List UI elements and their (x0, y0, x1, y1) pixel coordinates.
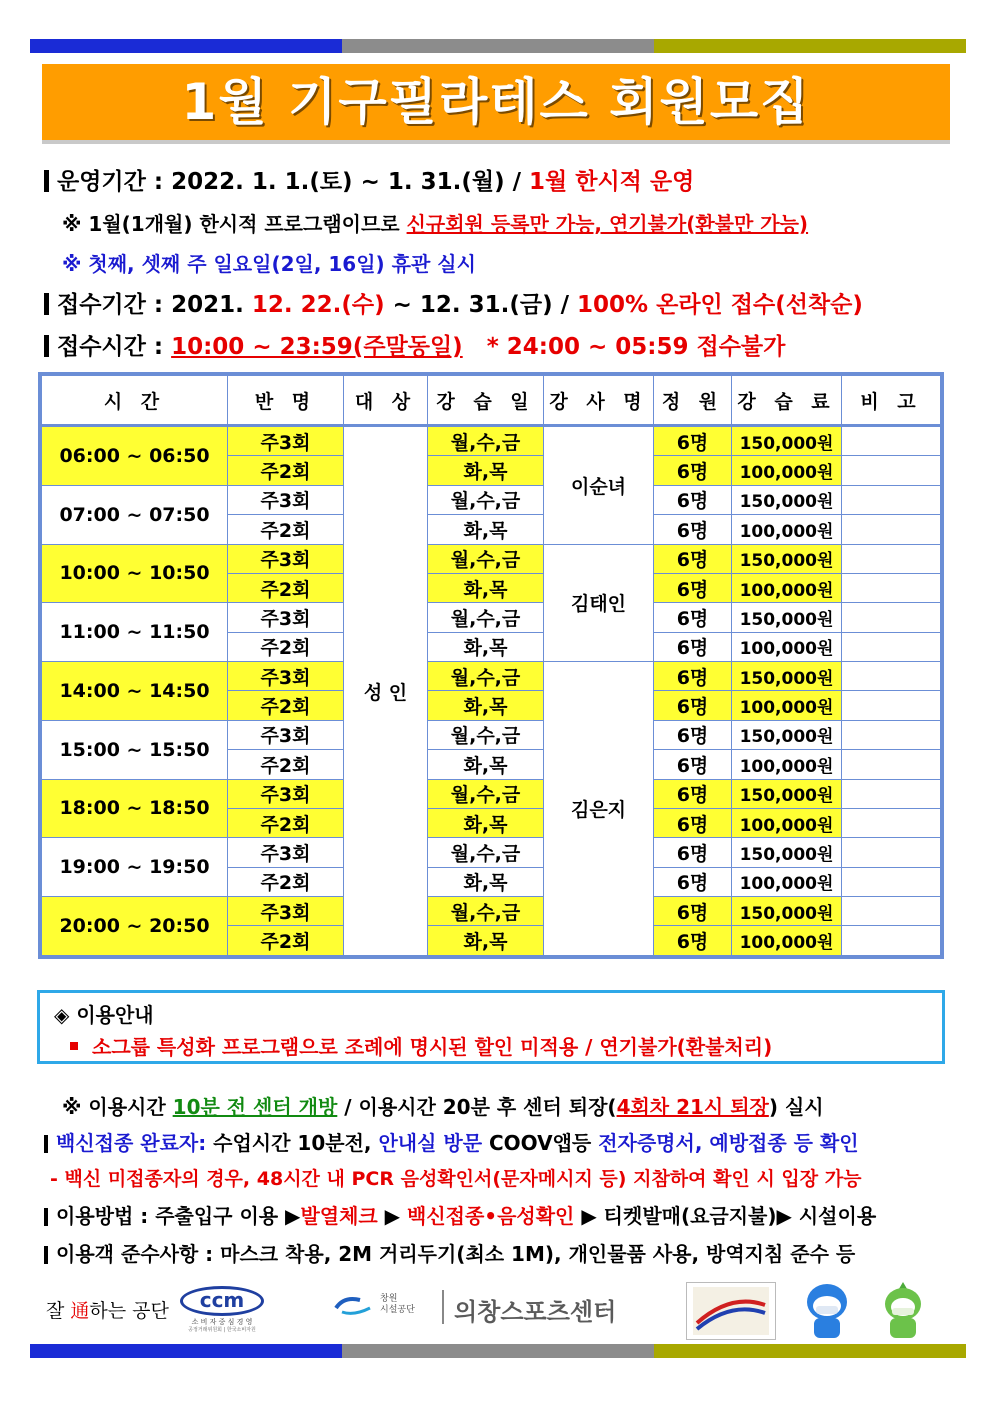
class-cell: 주2회 (228, 515, 344, 544)
page-title: 1월 기구필라테스 회원모집 (42, 64, 950, 144)
note-cell (842, 808, 941, 837)
note-cell (842, 485, 941, 514)
note-cell (842, 603, 941, 632)
fee-cell: 100,000원 (732, 808, 842, 837)
time-cell: 14:00 ~ 14:50 (42, 662, 228, 721)
note-cell (842, 897, 941, 926)
fee-cell: 100,000원 (732, 573, 842, 602)
days-cell: 월,수,금 (428, 720, 544, 749)
capacity-cell: 6명 (654, 603, 732, 632)
note-cell (842, 573, 941, 602)
days-cell: 월,수,금 (428, 662, 544, 691)
instructor-cell: 김은지 (544, 662, 654, 956)
certification-logo-icon (686, 1282, 776, 1340)
fee-cell: 150,000원 (732, 779, 842, 808)
note-limited-program: ※ 1월(1개월) 한시적 프로그램이므로 신규회원 등록만 가능, 연기불가(환불만 가능) (62, 212, 809, 236)
class-cell: 주3회 (228, 426, 344, 456)
fee-cell: 100,000원 (732, 750, 842, 779)
note-cell (842, 779, 941, 808)
class-cell: 주3회 (228, 603, 344, 632)
note-cell (842, 632, 941, 661)
days-cell: 화,목 (428, 691, 544, 720)
header-fee: 강 습 료 (732, 376, 842, 426)
mascot-green-icon (868, 1280, 938, 1340)
capacity-cell: 6명 (654, 750, 732, 779)
days-cell: 월,수,금 (428, 779, 544, 808)
days-cell: 화,목 (428, 632, 544, 661)
header-capacity: 정 원 (654, 376, 732, 426)
instructor-cell: 이순녀 (544, 426, 654, 545)
schedule-table (38, 372, 944, 959)
capacity-cell: 6명 (654, 691, 732, 720)
capacity-cell: 6명 (654, 632, 732, 661)
class-cell: 주3회 (228, 838, 344, 867)
bottom-color-bar (30, 1344, 966, 1358)
fee-cell: 150,000원 (732, 662, 842, 691)
table-row (42, 544, 941, 573)
fee-cell: 150,000원 (732, 426, 842, 456)
operation-period: 운영기간 : 2022. 1. 1.(토) ~ 1. 31.(월) / 1월 한시적 운영 (44, 163, 694, 196)
ccm-logo: ccm 소 비 자 중 심 경 영 공정거래위원회 | 한국소비자원 (176, 1284, 268, 1332)
class-cell: 주2회 (228, 456, 344, 485)
guide-heading: ◈ 이용안내 (54, 1003, 154, 1027)
table-row (42, 779, 941, 808)
class-cell: 주3회 (228, 779, 344, 808)
target-cell: 성 인 (344, 426, 428, 956)
class-cell: 주2회 (228, 632, 344, 661)
top-color-bar (30, 39, 966, 53)
note-cell (842, 691, 941, 720)
time-cell: 07:00 ~ 07:50 (42, 485, 228, 544)
fee-cell: 150,000원 (732, 838, 842, 867)
days-cell: 화,목 (428, 515, 544, 544)
center-name: 의창스포츠센터 (454, 1298, 617, 1326)
table-row (42, 603, 941, 632)
note-cell (842, 838, 941, 867)
note-cell (842, 926, 941, 956)
days-cell: 월,수,금 (428, 838, 544, 867)
visitor-rules: 이용객 준수사항 : 마스크 착용, 2M 거리두기(최소 1M), 개인물품 사용, 방역지침 준수 등 (44, 1238, 855, 1267)
usage-method: 이용방법 : 주출입구 이용 ▶발열체크 ▶ 백신접종•음성확인 ▶ 티켓발매(요금지불)▶ 시설이용 (44, 1200, 876, 1229)
table-row (42, 720, 941, 749)
guide-bullet: 소그룹 특성화 프로그램으로 조례에 명시된 할인 미적용 / 연기불가(환불처리) (70, 1031, 772, 1060)
table-header-row (42, 376, 941, 426)
capacity-cell: 6명 (654, 867, 732, 896)
capacity-cell: 6명 (654, 808, 732, 837)
header-note: 비 고 (842, 376, 941, 426)
capacity-cell: 6명 (654, 426, 732, 456)
registration-time: 접수시간 : 10:00 ~ 23:59(주말동일) * 24:00 ~ 05:59 접수불가 (44, 328, 785, 361)
time-cell: 18:00 ~ 18:50 (42, 779, 228, 838)
fee-cell: 100,000원 (732, 632, 842, 661)
note-cell (842, 867, 941, 896)
slogan: 잘 通하는 공단 (46, 1300, 169, 1322)
note-cell (842, 750, 941, 779)
header-time: 시 간 (42, 376, 228, 426)
registration-period: 접수기간 : 2021. 12. 22.(수) ~ 12. 31.(금) / 100% 온라인 접수(선착순) (44, 286, 863, 319)
fee-cell: 100,000원 (732, 456, 842, 485)
capacity-cell: 6명 (654, 573, 732, 602)
class-cell: 주3회 (228, 662, 344, 691)
capacity-cell: 6명 (654, 926, 732, 956)
capacity-cell: 6명 (654, 544, 732, 573)
days-cell: 월,수,금 (428, 897, 544, 926)
class-cell: 주2회 (228, 926, 344, 956)
time-cell: 10:00 ~ 10:50 (42, 544, 228, 603)
fee-cell: 150,000원 (732, 603, 842, 632)
days-cell: 화,목 (428, 750, 544, 779)
capacity-cell: 6명 (654, 720, 732, 749)
table-row (42, 897, 941, 926)
capacity-cell: 6명 (654, 897, 732, 926)
capacity-cell: 6명 (654, 779, 732, 808)
class-cell: 주3회 (228, 897, 344, 926)
note-cell (842, 426, 941, 456)
mascot-blue-icon (792, 1280, 862, 1340)
time-cell: 20:00 ~ 20:50 (42, 897, 228, 956)
days-cell: 화,목 (428, 867, 544, 896)
class-cell: 주3회 (228, 720, 344, 749)
days-cell: 화,목 (428, 926, 544, 956)
changwon-org-name: 창원 시설공단 (380, 1294, 415, 1315)
instructor-cell: 김태인 (544, 544, 654, 662)
class-cell: 주2회 (228, 867, 344, 896)
class-cell: 주2회 (228, 808, 344, 837)
days-cell: 월,수,금 (428, 485, 544, 514)
vaccine-info: 백신접종 완료자: 수업시간 10분전, 안내실 방문 COOV앱등 전자증명서, 예방접종 등 확인 (44, 1127, 859, 1156)
fee-cell: 150,000원 (732, 897, 842, 926)
table-row (42, 426, 941, 456)
header-days: 강 습 일 (428, 376, 544, 426)
capacity-cell: 6명 (654, 456, 732, 485)
note-cell (842, 515, 941, 544)
usage-time-note: ※ 이용시간 10분 전 센터 개방 / 이용시간 20분 후 센터 퇴장(4회차 21시 퇴장) 실시 (62, 1095, 824, 1119)
days-cell: 월,수,금 (428, 426, 544, 456)
note-closure: ※ 첫째, 셋째 주 일요일(2일, 16일) 휴관 실시 (62, 252, 476, 276)
capacity-cell: 6명 (654, 485, 732, 514)
fee-cell: 100,000원 (732, 691, 842, 720)
header-target: 대 상 (344, 376, 428, 426)
changwon-logo-icon (332, 1294, 378, 1318)
days-cell: 월,수,금 (428, 544, 544, 573)
usage-guide-box (37, 990, 945, 1064)
table-row (42, 662, 941, 691)
days-cell: 화,목 (428, 573, 544, 602)
fee-cell: 150,000원 (732, 544, 842, 573)
class-cell: 주3회 (228, 485, 344, 514)
table-row (42, 838, 941, 867)
fee-cell: 150,000원 (732, 485, 842, 514)
note-cell (842, 662, 941, 691)
time-cell: 19:00 ~ 19:50 (42, 838, 228, 897)
footer-divider (442, 1290, 444, 1324)
time-cell: 11:00 ~ 11:50 (42, 603, 228, 662)
fee-cell: 100,000원 (732, 515, 842, 544)
days-cell: 화,목 (428, 808, 544, 837)
capacity-cell: 6명 (654, 838, 732, 867)
days-cell: 월,수,금 (428, 603, 544, 632)
class-cell: 주2회 (228, 750, 344, 779)
time-cell: 06:00 ~ 06:50 (42, 426, 228, 486)
header-class: 반 명 (228, 376, 344, 426)
time-cell: 15:00 ~ 15:50 (42, 720, 228, 779)
days-cell: 화,목 (428, 456, 544, 485)
table-row (42, 485, 941, 514)
capacity-cell: 6명 (654, 515, 732, 544)
class-cell: 주3회 (228, 544, 344, 573)
fee-cell: 150,000원 (732, 720, 842, 749)
fee-cell: 100,000원 (732, 867, 842, 896)
unvaccinated-info: - 백신 미접종자의 경우, 48시간 내 PCR 음성확인서(문자메시지 등) 지참하여 확인 시 입장 가능 (50, 1168, 862, 1190)
class-cell: 주2회 (228, 573, 344, 602)
note-cell (842, 456, 941, 485)
note-cell (842, 720, 941, 749)
footer (40, 1280, 950, 1340)
header-instructor: 강 사 명 (544, 376, 654, 426)
note-cell (842, 544, 941, 573)
fee-cell: 100,000원 (732, 926, 842, 956)
class-cell: 주2회 (228, 691, 344, 720)
capacity-cell: 6명 (654, 662, 732, 691)
